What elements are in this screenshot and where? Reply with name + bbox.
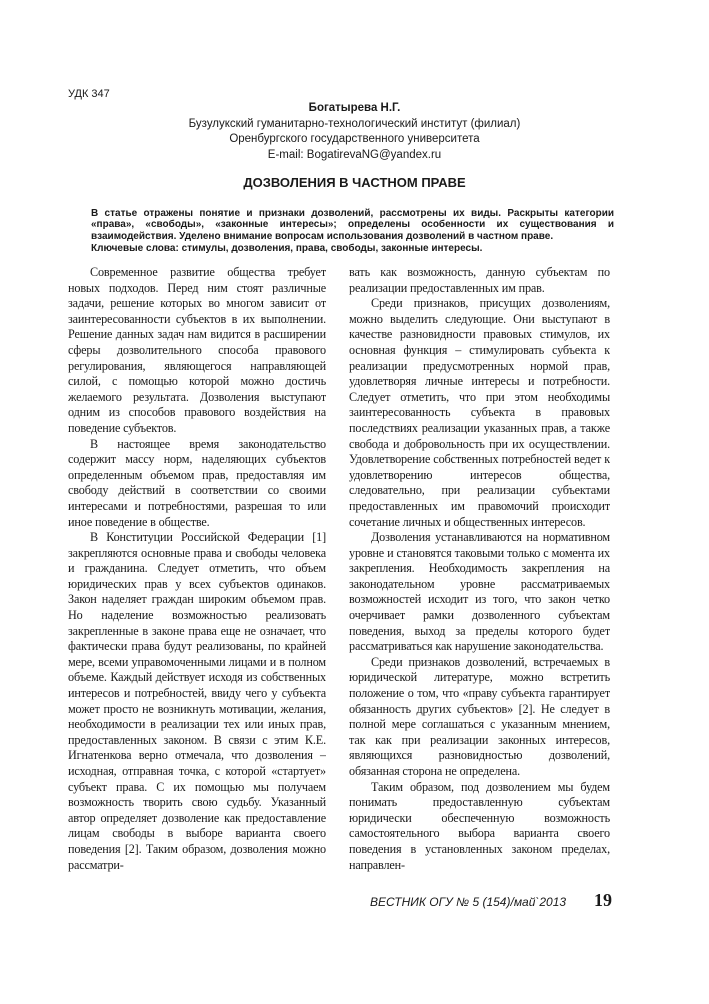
body-column-left xyxy=(68,265,326,875)
journal-footer: ВЕСТНИК ОГУ № 5 (154)/май`2013 xyxy=(370,895,567,909)
body-column-right xyxy=(349,265,610,875)
author-name: Богатырева Н.Г. xyxy=(308,102,401,114)
paragraph: Современное развитие общества требует новых подходов. Перед ним стоят различные задачи, решение которых во многом зависит от заинтересованности субъектов в их выполнении. Решение данных задач нам видится в расширении сферы дозволительного способа правового регулирования, являющегося направляющей силой, с помощью которой можно достичь желаемого результата. Дозволения выступают одним из способов правового воздействия на поведение субъектов. xyxy=(68,265,326,435)
paragraph: Таким образом, под дозволением мы будем понимать предоставленную субъектам юридически обеспеченную возможность самостоятельного выбора варианта своего поведения в установленных законом пределах, направлен- xyxy=(349,779,610,872)
paragraph: В Конституции Российской Федерации [1] закрепляются основные права и свободы человека и гражданина. Следует отметить, что объем юридических прав у всех субъектов одинаков. Закон наделяет граждан широким объемом прав. Но наделение возможностью реализовать закрепленные в законе права еще не означает, что фактически права будут реализованы, по крайней мере, всеми управомоченными лицами и в полном объеме. Каждый действует исходя из собственных интересов и потребностей, ввиду чего у субъекта может просто не возникнуть мотивации, желания, необходимости в реализации тех или иных прав, предоставленных законом. В связи с этим К.Е. Игнатенкова верно отмечала, что дозволения – исходная, отправная точка, с которой «стартует» субъект права. С их помощью мы получаем возможность творить свою судьбу. Указанный автор определяет дозволение как предоставление лицам свободы в выборе варианта своего поведения [2]. Таким образом, дозволения можно рассматри- xyxy=(68,530,326,872)
paragraph: вать как возможность, данную субъектам по реализации предоставленных им прав. xyxy=(349,265,610,295)
author-block xyxy=(0,101,709,163)
affiliation-line-2: Оренбургского государственного университета xyxy=(229,133,480,145)
paragraph: В настоящее время законодательство содержит массу норм, наделяющих субъектов определенным объемом прав, предоставляя им свободу действий в соответствии со своими интересами и потребностями, разрешая то или иное поведение в обществе. xyxy=(68,436,326,529)
paragraph: Среди признаков дозволений, встречаемых в юридической литературе, можно встретить положение о том, что «праву субъекта гарантирует обязанность других субъектов» [2]. Не следует в полной мере соглашаться с указанным мнением, так как при реализации законных интересов, являющихся разновидностью дозволений, обязанная сторона не определена. xyxy=(349,654,610,778)
article-title: ДОЗВОЛЕНИЯ В ЧАСТНОМ ПРАВЕ xyxy=(243,175,466,190)
keywords: Ключевые слова: стимулы, дозволения, права, свободы, законные интересы. xyxy=(91,243,483,254)
page-number: 19 xyxy=(594,890,612,910)
udc-code: УДК 347 xyxy=(68,88,110,100)
paragraph: Дозволения устанавливаются на нормативном уровне и становятся таковыми только с момента их закрепления. Необходимость закрепления на законодательном уровне рассматриваемых возможностей исходит из того, что закон четко очерчивает рамки дозволенного субъектам поведения, выход за пределы которого будет рассматриваться как нарушение законодательства. xyxy=(349,530,610,654)
author-email: E-mail: BogatirevaNG@yandex.ru xyxy=(267,148,442,161)
abstract: В статье отражены понятие и признаки дозволений, рассмотрены их виды. Раскрыты категории «права», «свободы», «законные интересы»; определены особенности их существования и взаимодействия. Уделено внимание вопросам использования дозволений в частном праве. xyxy=(91,208,614,242)
paragraph: Среди признаков, присущих дозволениям, можно выделить следующие. Они выступают в качестве разновидности правовых стимулов, их основная функция – стимулировать субъекта к реализации предусмотренных нормой прав, удовлетворяя личные интересы и потребности. Следует отметить, что при этом необходимы заинтересованность субъекта в правовых последствиях реализации указанных прав, а также свобода и добровольность при их осуществлении. Удовлетворение собственных потребностей ведет к удовлетворению интересов общества, следовательно, при реализации субъектами предоставленных им правомочий происходит сочетание личных и общественных интересов. xyxy=(349,296,610,529)
affiliation-line-1: Бузулукский гуманитарно-технологический институт (филиал) xyxy=(188,117,521,130)
